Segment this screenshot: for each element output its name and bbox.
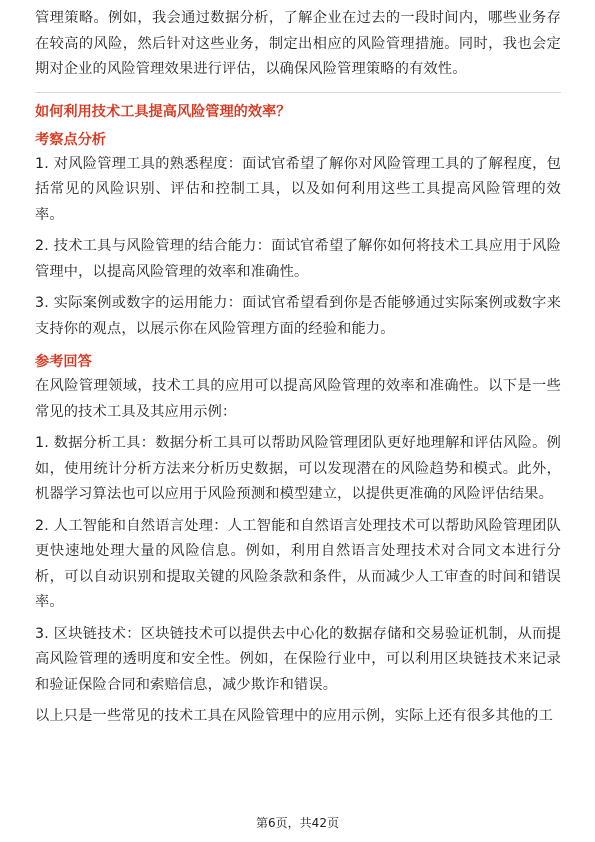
analysis-point-3: 3. 实际案例或数字的运用能力：面试官希望看到你是否能够通过实际案例或数字来支持你的观点，以展示你在风险管理方面的经验和能力。 bbox=[35, 295, 561, 337]
page-content bbox=[35, 0, 561, 730]
answer-point-3: 3. 区块链技术：区块链技术可以提供去中心化的数据存储和交易验证机制，从而提高风险管理的透明度和安全性。例如，在保险行业中，可以利用区块链技术来记录和验证保险合同和索赔信息，减少欺诈和错误。 bbox=[35, 625, 561, 693]
answer-intro: 在风险管理领域，技术工具的应用可以提高风险管理的效率和准确性。以下是一些常见的技术工具及其应用示例： bbox=[35, 378, 561, 420]
analysis-heading: 考察点分析 bbox=[35, 131, 106, 148]
section-divider bbox=[35, 92, 561, 93]
analysis-point-2: 2. 技术工具与风险管理的结合能力：面试官希望了解你如何将技术工具应用于风险管理中，以提高风险管理的效率和准确性。 bbox=[35, 238, 561, 280]
intro-paragraph: 管理策略。例如，我会通过数据分析，了解企业在过去的一段时间内，哪些业务存在较高的风险，然后针对这些业务，制定出相应的风险管理措施。同时，我也会定期对企业的风险管理效果进行评估，以确保风险管理策略的有效性。 bbox=[35, 10, 561, 77]
answer-point-1: 1. 数据分析工具：数据分析工具可以帮助风险管理团队更好地理解和评估风险。例如，使用统计分析方法来分析历史数据，可以发现潜在的风险趋势和模式。此外，机器学习算法也可以应用于风险预测和模型建立，以提供更准确的风险评估结果。 bbox=[35, 435, 561, 502]
analysis-point-1: 1. 对风险管理工具的熟悉程度：面试官希望了解你对风险管理工具的了解程度，包括常见的风险识别、评估和控制工具，以及如何利用这些工具提高风险管理的效率。 bbox=[35, 155, 561, 223]
answer-point-2: 2. 人工智能和自然语言处理：人工智能和自然语言处理技术可以帮助风险管理团队更快速地处理大量的风险信息。例如，利用自然语言处理技术对合同文本进行分析，可以自动识别和提取关键的风险条款和条件，从而减少人工审查的时间和错误率。 bbox=[35, 517, 561, 610]
answer-heading: 参考回答 bbox=[35, 354, 92, 370]
page-footer: 第6页，共42页 bbox=[256, 816, 339, 830]
question-title: 如何利用技术工具提高风险管理的效率？ bbox=[35, 103, 291, 120]
answer-closing: 以上只是一些常见的技术工具在风险管理中的应用示例，实际上还有很多其他的工 bbox=[35, 708, 553, 724]
